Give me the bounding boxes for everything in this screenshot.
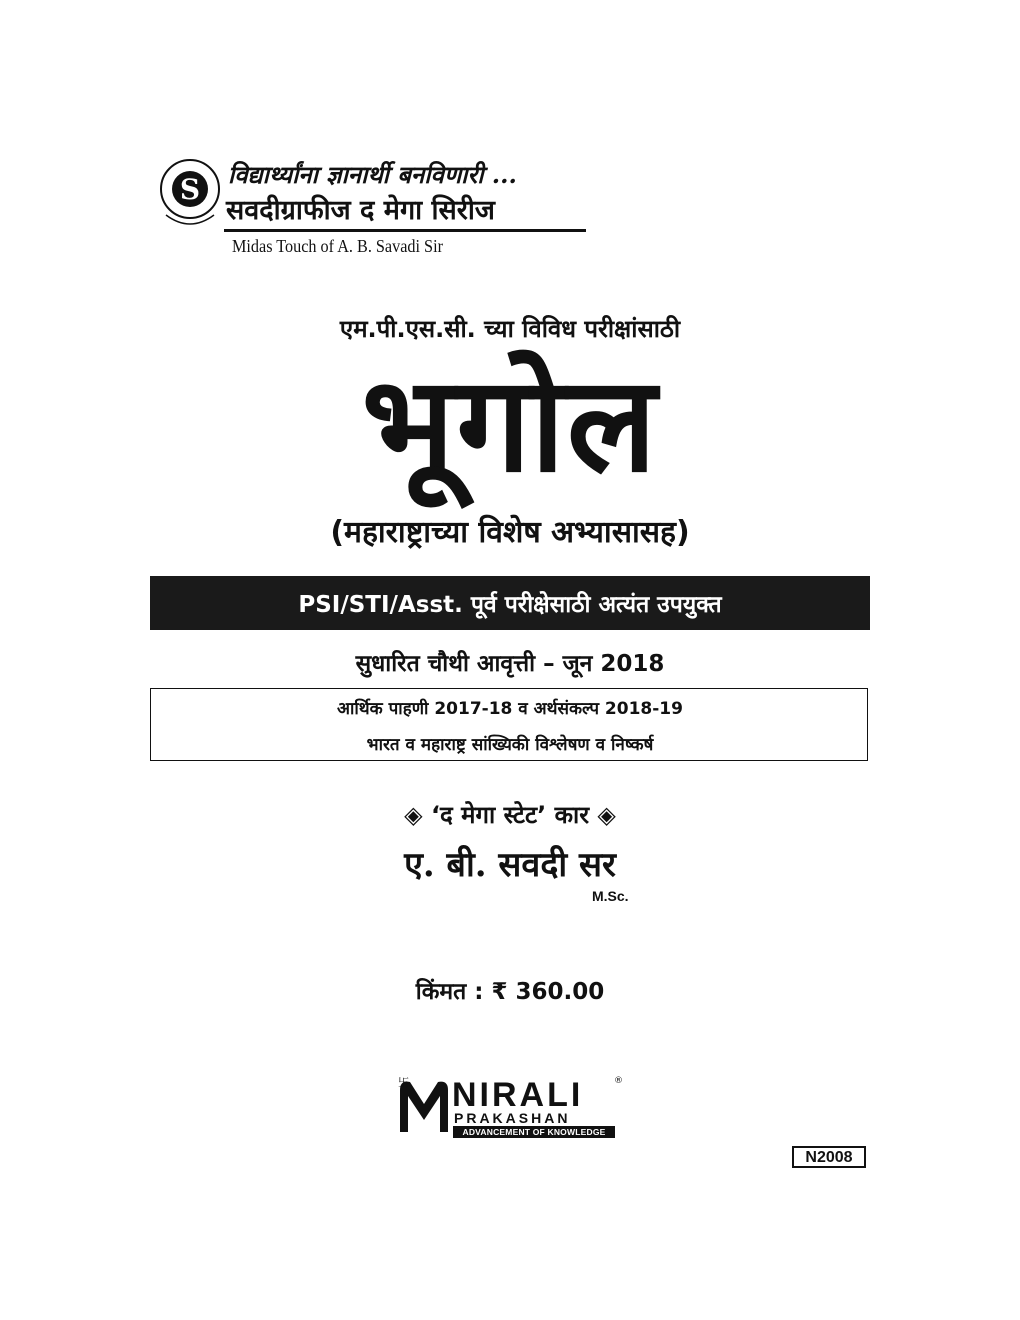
exam-band: [150, 576, 870, 630]
exam-band-text: PSI/STI/Asst. पूर्व परीक्षेसाठी अत्यंत उपयुक्त: [298, 592, 722, 618]
title-subheading: (महाराष्ट्राच्या विशेष अभ्यासासह): [330, 515, 690, 550]
registered-mark: ®: [614, 1076, 623, 1086]
edition-line: सुधारित चौथी आवृत्ती – जून 2018: [355, 651, 665, 677]
book-title: भूगोल: [361, 348, 659, 502]
svg-text:S: S: [179, 173, 201, 206]
info-line: आर्थिक पाहणी 2017-18 व अर्थसंकल्प 2018-19: [337, 699, 683, 719]
series-underline: [224, 229, 586, 232]
svg-text:卐: 卐: [398, 1076, 409, 1089]
author-degree: M.Sc.: [592, 888, 629, 904]
info-line: भारत व महाराष्ट्र सांख्यिकी विश्लेषण व निष्कर्ष: [366, 735, 654, 755]
author-series: ◈ ‘द मेगा स्टेट’ कार ◈: [404, 801, 616, 829]
exam-subtitle: एम.पी.एस.सी. च्या विविध परीक्षांसाठी: [339, 315, 681, 343]
book-code: N2008: [792, 1146, 866, 1168]
price: किंमत : ₹ 360.00: [415, 979, 605, 1005]
author-name: ए. बी. सवदी सर: [404, 845, 616, 885]
series-tagline: विद्यार्थ्यांना ज्ञानार्थी बनविणारी ...: [228, 160, 517, 189]
publisher-name: NIRALI: [452, 1076, 584, 1114]
savadigraphies-logo: [160, 155, 224, 235]
publisher-sub: PRAKASHAN: [454, 1110, 571, 1126]
publisher-tagline: ADVANCEMENT OF KNOWLEDGE: [453, 1126, 615, 1138]
midas-touch-line: Midas Touch of A. B. Savadi Sir: [232, 236, 443, 256]
series-name: सवदीग्राफीज द मेगा सिरीज: [226, 195, 495, 226]
